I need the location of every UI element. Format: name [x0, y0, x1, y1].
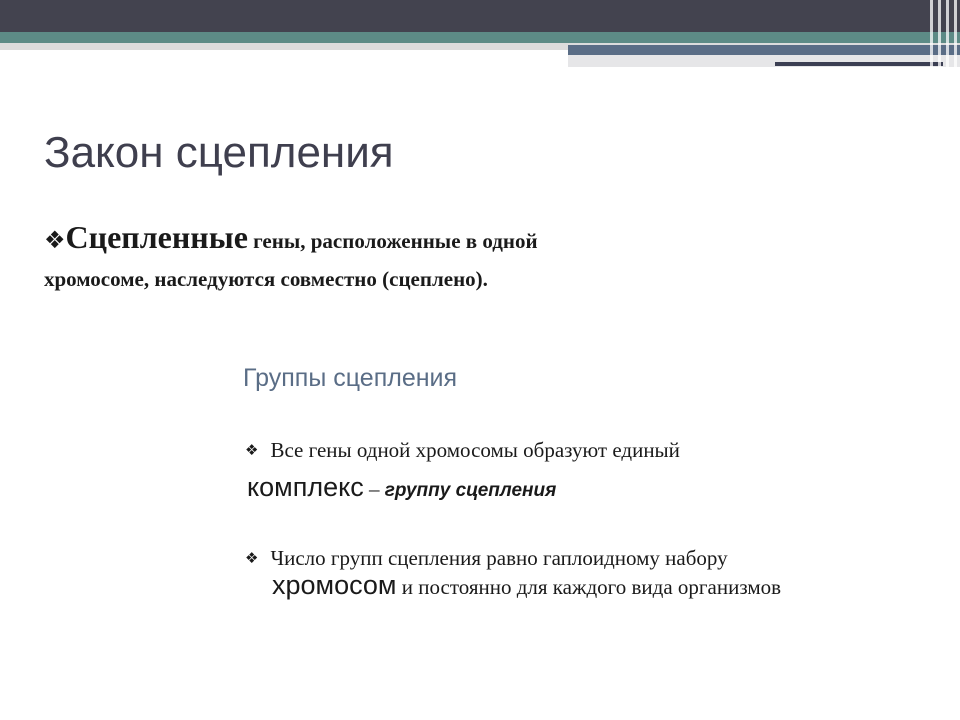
list-item-line1: Число групп сцепления равно гаплоидному набору [270, 546, 728, 570]
list-item-continuation [272, 570, 781, 601]
definition-paragraph [44, 218, 744, 298]
diamond-bullet-icon: ❖ [44, 226, 66, 254]
list-item-continuation [247, 472, 556, 503]
list-item-keyword: комплекс [247, 472, 364, 502]
list-item [245, 438, 680, 463]
section-subtitle: Группы сцепления [243, 364, 458, 392]
list-item-emphasis: группу сцепления [384, 480, 557, 501]
header-accent-block [568, 45, 960, 55]
header-vertical-stripes [926, 0, 960, 68]
definition-text-line1: гены, расположенные в одной [247, 229, 538, 253]
slide-title: Закон сцепления [44, 128, 394, 177]
header-teal-band [0, 32, 960, 43]
definition-text-line2: хромосоме, наследуются совместно (сцеплено). [44, 267, 488, 291]
diamond-bullet-icon: ❖ [245, 441, 259, 459]
header-dark-band [0, 0, 960, 32]
list-item-dash: – [363, 477, 385, 501]
diamond-bullet-icon: ❖ [245, 549, 259, 567]
definition-term: Сцепленные [65, 219, 248, 255]
list-item-rest: и постоянно для каждого вида организмов [396, 575, 782, 599]
list-item-keyword: хромосом [272, 570, 397, 600]
list-item [245, 546, 728, 571]
header-accent-stripe [775, 62, 943, 66]
list-item-line1: Все гены одной хромосомы образуют единый [270, 438, 680, 462]
